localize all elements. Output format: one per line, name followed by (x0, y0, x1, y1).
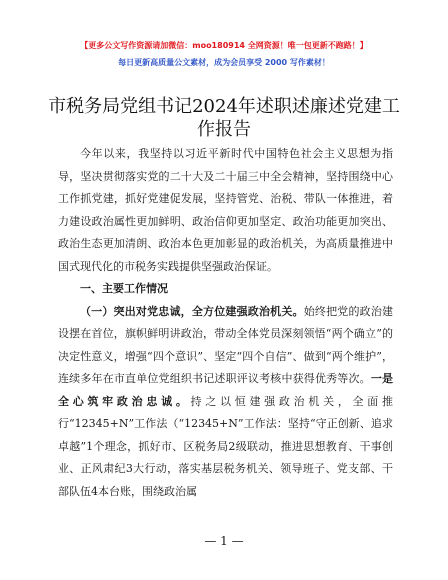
point-heading: 一是全心筑牢政治忠诚。 (58, 372, 394, 408)
promo-banner (0, 40, 448, 69)
intro-paragraph: 今年以来，我坚持以习近平新时代中国特色社会主义思想为指导，坚决贯彻落实党的二十大及二十届三中全会精神，坚持围绕中心工作抓党建，抓好党建促发展，坚持管党、治税、带队一体推进，着力建设政治属性更加鲜明、政治信仰更加坚定、政治功能更加突出、政治生态更加清朗、政治本色更加彰显的政治机关，为高质量推进中国式现代化的市税务实践提供坚强政治保证。 (58, 147, 393, 273)
page-number: — 1 — (204, 534, 244, 548)
subsection-paragraph (58, 301, 393, 504)
subsection-text: 始终把党的政治建设摆在首位，旗帜鲜明讲政治，带动全体党员深刻领悟“两个确立”的决定性意义，增强“四个意识”、坚定“四个自信”、做到“两个维护”，连续多年在市直单位党组织书记述职评议考核中获得优秀等次。 (58, 304, 393, 385)
point-text: 持之以恒建强政治机关，全面推行“12345+N”工作法（“12345+N”工作法：坚持“守正创新、追求卓越”1个理念，抓好市、区税务局2级联动，推进思想教育、干事创业、正风肃纪3大行动，落实基层税务机关、领导班子、党支部、干部队伍4本台账，围绕政治属 (58, 394, 394, 498)
section-heading: 一、主要工作情况 (80, 282, 168, 295)
subsection-heading: （一）突出对党忠诚，全方位建强政治机关。 (80, 304, 304, 318)
promo-line-red: 【更多公文写作资源请加微信：moo180914 全网资源！唯一包更新不跑路！】 (80, 41, 368, 50)
document-body (58, 143, 393, 503)
document-title: 市税务局党组书记2024年述职述廉述党建工作报告 (48, 96, 400, 140)
promo-line-blue: 每日更新高质量公文素材，成为会员享受 2000 写作素材！ (118, 58, 330, 67)
